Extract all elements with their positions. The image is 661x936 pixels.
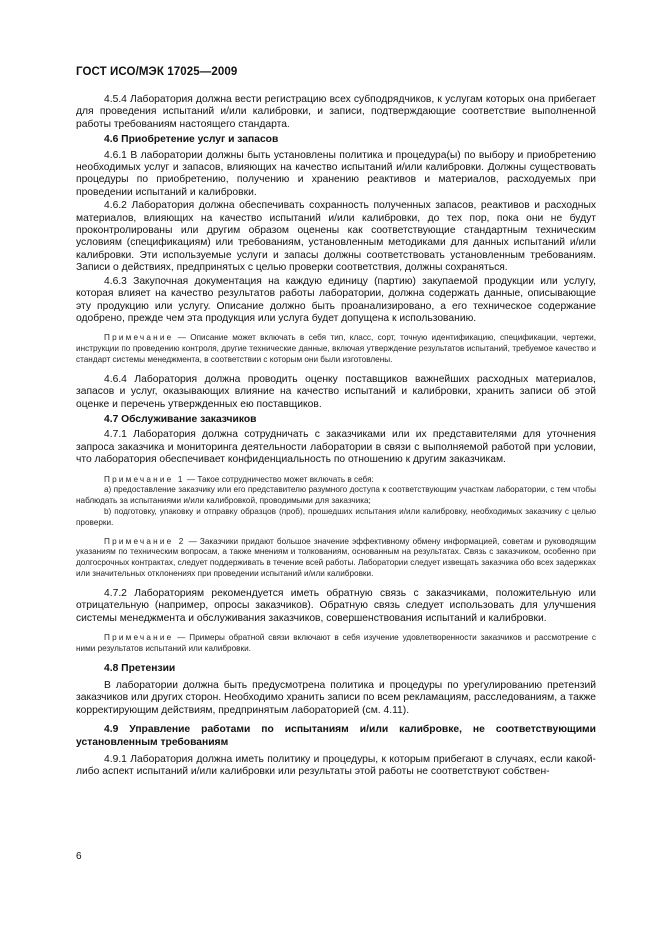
note-text: — Такое сотрудничество может включать в себя: [184, 474, 374, 484]
section-heading: 4.7 Обслуживание заказчиков [104, 413, 257, 425]
note [76, 633, 596, 655]
paragraph: 4.9.1 Лаборатория должна иметь политику и процедуры, к которым прибегают в случаях, если какой-либо аспект испытаний и/или калибровки или результаты этой работы не соответствуют собствен- [76, 753, 596, 778]
note-label: Примечание [104, 333, 174, 343]
note-label: Примечание 1 [104, 474, 185, 484]
note-text: — Примеры обратной связи включают в себя изучение удовлетворенности заказчиков и рассмотрение с ними результатов испытаний или калибровки. [76, 632, 596, 653]
document-body [76, 94, 596, 780]
note [76, 475, 596, 486]
note-text: — Описание может включать в себя тип, класс, сорт, точную идентификацию, спецификации, чертежи, инструкции по проведению контроля, другие технические данные, включая утверждение результатов испытаний, требуемое качество и стандарт системы менеджмента, в соответствии с которым они были изготовлены. [76, 333, 596, 364]
section-heading: 4.8 Претензии [104, 662, 176, 674]
note [76, 507, 596, 529]
document-header: ГОСТ ИСО/МЭК 17025—2009 [76, 66, 238, 78]
note [76, 537, 596, 580]
section-heading: 4.6 Приобретение услуг и запасов [104, 134, 279, 146]
paragraph: 4.7.2 Лабораториям рекомендуется иметь обратную связь с заказчиками, положительную или отрицательную (например, опросы заказчиков). Обратную связь следует использовать для улучшения системы менеджмента и обслуживания заказчиков, совершенствования испытаний и калибровки. [76, 587, 596, 624]
paragraph: 4.6.3 Закупочная документация на каждую единицу (партию) закупаемой продукции или услугу, которая влияет на качество результатов работы лаборатории, должна содержать данные, описывающие эту продукцию или услугу. Описание должно быть проанализировано, а его техническое содержание одобрено, прежде чем эта продукция или услуга будет допущена к использованию. [76, 275, 596, 324]
note [76, 485, 596, 507]
note-text: b) подготовку, упаковку и отправку образцов (проб), прошедших испытания и/или калибровку, необходимых заказчику с целью проверки. [76, 506, 596, 527]
note-label: Примечание 2 [104, 536, 186, 546]
paragraph: 4.6.4 Лаборатория должна проводить оценку поставщиков важнейших расходных материалов, запасов и услуг, оказывающих влияние на качество испытаний и калибровки, хранить записи об этой оценке и перечень утвержденных ею поставщиков. [76, 373, 596, 410]
page-number: 6 [76, 851, 82, 862]
paragraph: 4.7.1 Лаборатория должна сотрудничать с заказчиками или их представителями для уточнения запроса заказчика и мониторинга деятельности лаборатории в связи с выполняемой работой при условии, что лаборатория обеспечивает конфиденциальность по отношению к другим заказчикам. [76, 429, 596, 466]
note [76, 333, 596, 365]
paragraph: В лаборатории должна быть предусмотрена политика и процедуры по урегулированию претензий заказчиков или других сторон. Необходимо хранить записи по всем рекламациям, расследованиям, а также корректирующим действиям, предпринятым лабораторией (см. 4.11). [76, 679, 596, 716]
note-text: a) предоставление заказчику или его представителю разумного доступа к соответствующим участкам лаборатории, с тем чтобы наблюдать за испытаниями и/или калибровкой, проводимыми для заказчика; [76, 485, 596, 506]
note-label: Примечание [104, 632, 174, 642]
note-text: — Заказчики придают большое значение эффективному обмену информацией, советам и руководящим указаниям по техническим вопросам, а также мнениям и толкованиям, основанным на результатах. Связь с заказчиком, особенно при долгосрочных контрактах, следует поддерживать в течение всей работы. Лаборатории следует извещать заказчика обо всех задержках или значительных отклонениях при проведении испытаний и/или калибровки. [76, 536, 596, 578]
paragraph: 4.5.4 Лаборатория должна вести регистрацию всех субподрядчиков, к услугам которых она прибегает для проведения испытаний и/или калибровки, и записи, подтверждающие соответствие выполненной работы требованиям настоящего стандарта. [76, 94, 596, 130]
paragraph: 4.6.1 В лаборатории должны быть установлены политика и процедура(ы) по выбору и приобретению необходимых услуг и запасов, влияющих на качество испытаний и/или калибровки. Должны существовать процедуры по приобретению, получению и хранению реактивов и материалов, расходуемых при проведении испытаний и калибровки. [76, 149, 596, 198]
section-heading: 4.9 Управление работами по испытаниям и/или калибровке, не соответствующими установленным требованиям [76, 724, 596, 748]
paragraph: 4.6.2 Лаборатория должна обеспечивать сохранность полученных запасов, реактивов и расходных материалов, влияющих на качество испытаний и/или калибровки, до тех пор, пока они не будут проконтролированы или другим образом оценены как соответствующие стандартным техническим условиям (спецификациям) или требованиям, установленным методиками для данных испытаний и/или калибровки. Эти используемые услуги и запасы должны соответствовать установленным требованиям. Записи о действиях, предпринятых с целью проверки соответствия, должны сохраняться. [76, 200, 596, 274]
